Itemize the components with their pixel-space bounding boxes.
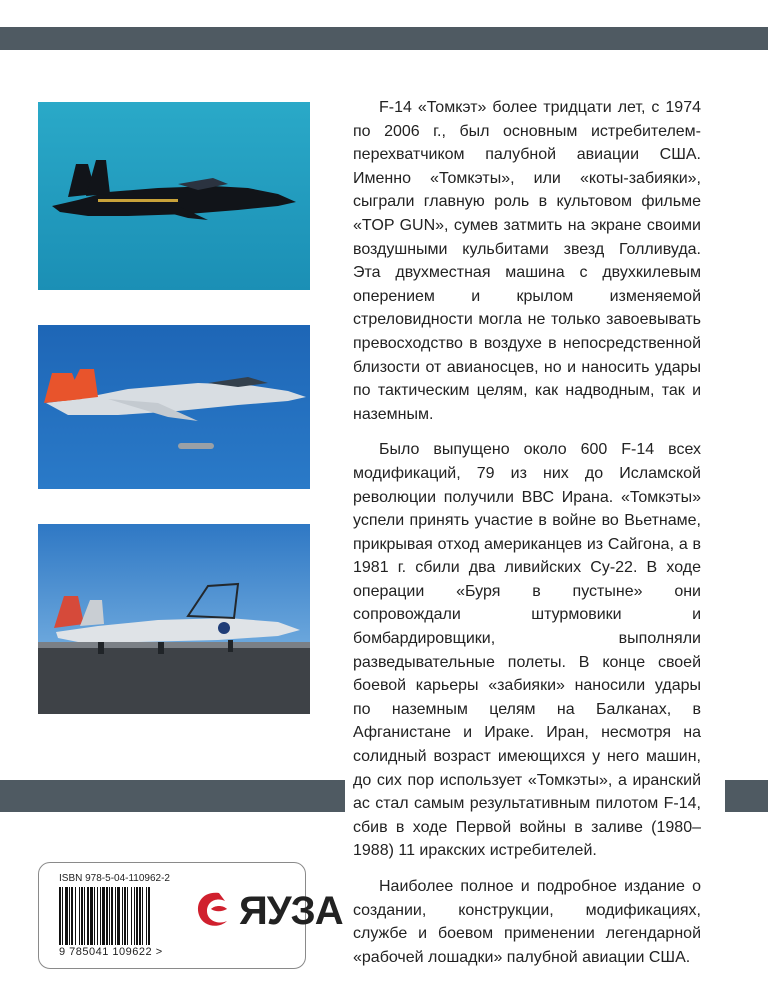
top-band: [0, 27, 768, 50]
paragraph-1: F-14 «Томкэт» более тридцати лет, с 1974 по 2006 г., был основным истребителем-перехватчиком палубной авиации США. Именно «Томкэты», или «коты-забияки», сыграли главную роль в культовом фильме «TOP GUN», сумев затмить на экране своими воздушными кульбитами звезд Голливуда. Эта двухместная машина с двухкилевым оперением и крылом изменяемой стреловидности могла не только завоевывать превосходство в воздухе в непосредственной близости от авианосцев, но и наносить удары по тактическим целям, как надводным, так и наземным.: [353, 99, 701, 423]
publisher-logo-icon: [189, 887, 235, 933]
barcode-box: [38, 862, 343, 969]
photo-f14-on-ground: [38, 524, 310, 714]
isbn-label: ISBN 978-5-04-110962-2: [59, 873, 170, 884]
paragraph-2: Было выпущено около 600 F-14 всех модификаций, 79 из них до Исламской революции получили ВВС Ирана. «Томкэты» успели принять участие в войне во Вьетнаме, прикрывая отход американцев из Сайгона, а в 1981 г. сбили два ливийских Су-22. В ходе операции «Буря в пустыне» они сопровождали штурмовики и бомбардировщики, выполняли разведывательные полеты. В конце своей боевой карьеры «забияки» наносили удары по наземным целям на Балканах, в Афганистане и Ираке. Иран, несмотря на солидный возраст имеющихся у него машин, до сих пор использует «Томкэты», а иранский ас стал самым результативным пилотом F-14, сбив в ходе Первой войны в заливе (1980–1988) 11 иракских истребителей.: [353, 441, 701, 860]
annotation-text: [353, 96, 701, 981]
photo-f14-missile-launch: [38, 325, 310, 489]
bottom-band-right: [725, 780, 768, 812]
barcode-digits: 9 785041 109622 >: [59, 946, 163, 958]
bottom-band-left: [0, 780, 345, 812]
photo-f14-black-flight: [38, 102, 310, 290]
publisher-logo-text: ЯУЗА: [239, 889, 343, 933]
barcode-bars: [59, 887, 183, 945]
paragraph-3: Наиболее полное и подробное издание о создании, конструкции, модификациях, службе и боевом применении легендарной «рабочей лошадки» палубной авиации США.: [353, 878, 701, 966]
